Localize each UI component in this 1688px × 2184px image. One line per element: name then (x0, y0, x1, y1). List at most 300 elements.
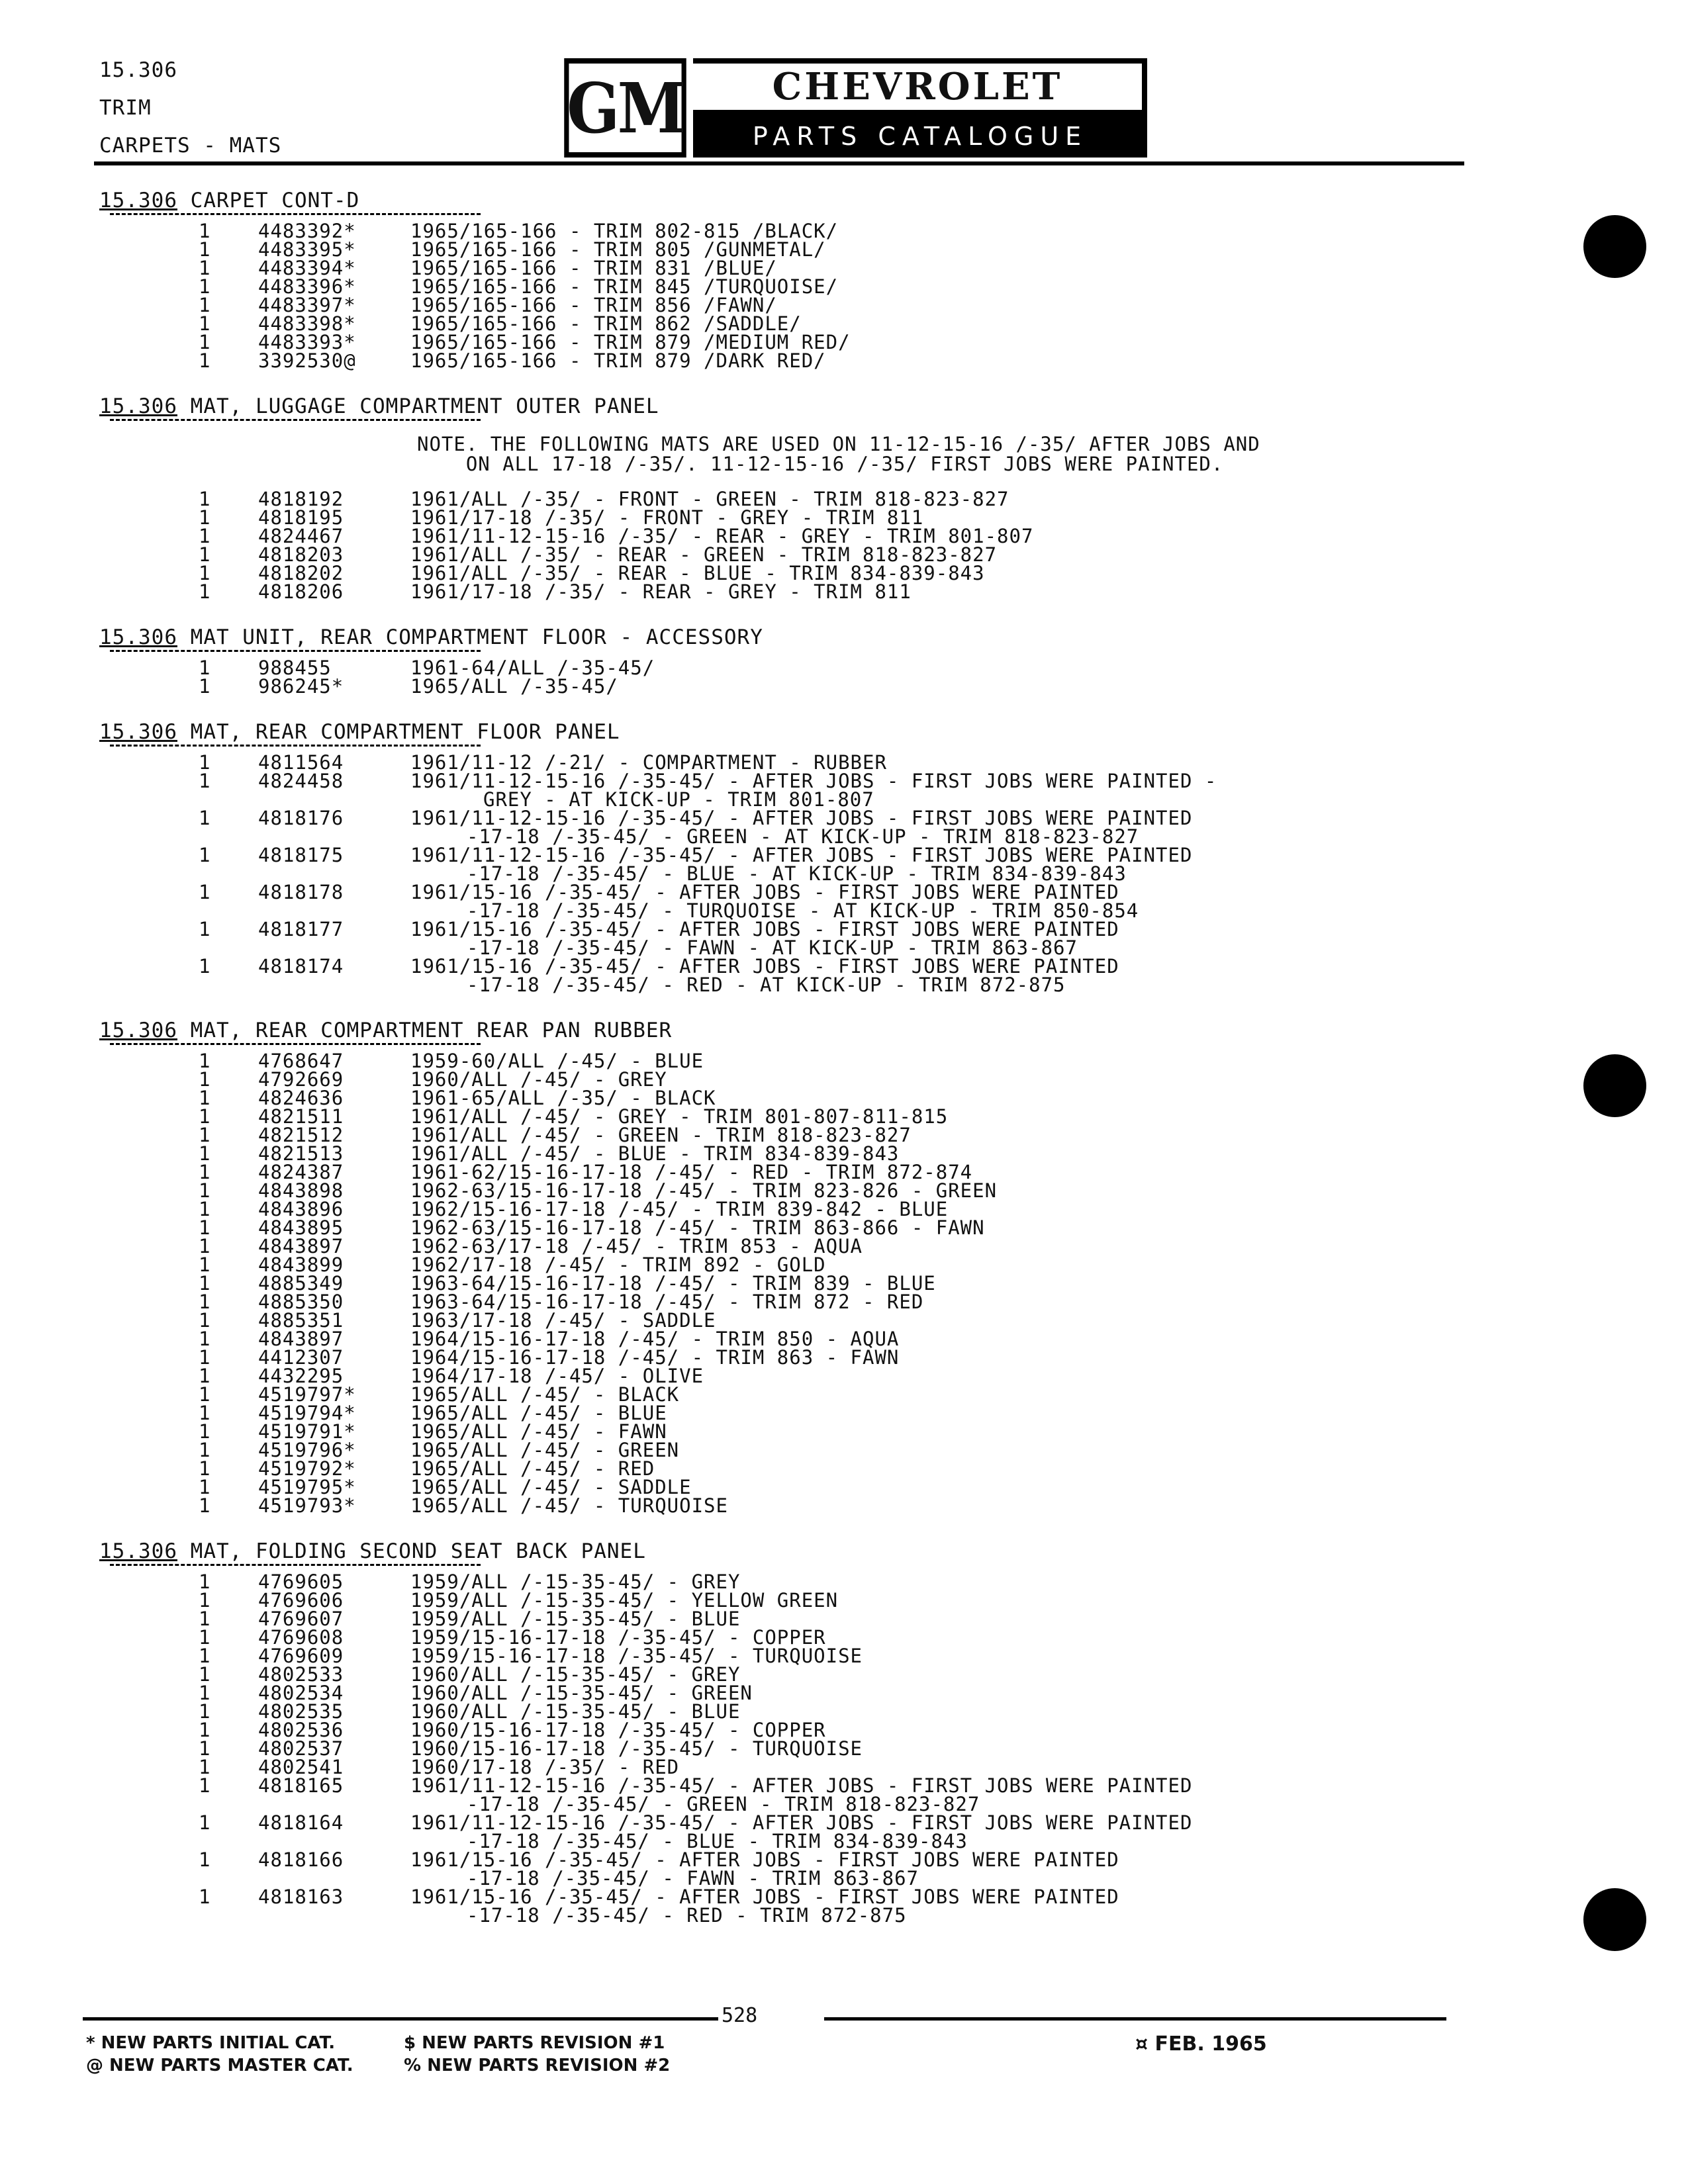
section-title (93, 185, 1483, 216)
part-number: 4818202 (258, 562, 344, 584)
part-row (93, 1200, 1483, 1218)
part-row (93, 1126, 1483, 1144)
part-quantity: 1 (199, 1198, 211, 1220)
part-quantity: 1 (199, 1328, 211, 1350)
part-number: 4821511 (258, 1105, 344, 1128)
part-quantity: 1 (199, 1420, 211, 1443)
part-number: 988455 (258, 657, 332, 679)
section-number: 15.306 (99, 720, 177, 744)
section-number: 15.306 (99, 58, 177, 82)
section-number: 15.306 (99, 394, 177, 418)
section-gap (93, 1515, 1483, 1529)
part-number: 4412307 (258, 1346, 344, 1369)
part-row (93, 1647, 1483, 1665)
part-row (93, 259, 1483, 277)
part-row (93, 1052, 1483, 1070)
part-number (258, 976, 410, 994)
part-number: 4843897 (258, 1235, 344, 1257)
part-description: -17-18 /-35-45/ - RED - TRIM 872-875 (467, 1904, 907, 1927)
part-number: 3392530@ (258, 349, 356, 372)
part-number: 4821512 (258, 1124, 344, 1146)
part-number: 4802537 (258, 1737, 344, 1760)
part-quantity: 1 (199, 1719, 211, 1741)
footer-legend-left (86, 2032, 353, 2077)
part-number: 4802536 (258, 1719, 344, 1741)
part-number: 4824387 (258, 1161, 344, 1183)
part-description: 1959/15-16-17-18 /-35-45/ - COPPER (410, 1626, 826, 1649)
part-quantity: 1 (199, 1105, 211, 1128)
part-description: 1965/165-166 - TRIM 879 /MEDIUM RED/ (410, 331, 851, 353)
part-number: 4843898 (258, 1179, 344, 1202)
part-number: 4769607 (258, 1608, 344, 1630)
part-number: 4432295 (258, 1365, 344, 1387)
part-number: 4519792* (258, 1457, 356, 1480)
part-quantity: 1 (199, 1439, 211, 1461)
part-row-continuation (93, 864, 1483, 883)
part-number: 4818206 (258, 580, 344, 603)
part-number: 4818163 (258, 1886, 344, 1908)
part-quantity: 1 (199, 1383, 211, 1406)
part-quantity: 1 (199, 955, 211, 978)
part-quantity: 1 (199, 220, 211, 242)
part-description: 1960/ALL /-15-35-45/ - GREEN (410, 1682, 753, 1704)
part-number: 4811564 (258, 751, 344, 774)
part-row (93, 1311, 1483, 1330)
section-heading: MAT, REAR COMPARTMENT FLOOR PANEL (190, 720, 620, 744)
part-number (258, 1832, 410, 1850)
part-row (93, 1888, 1483, 1906)
part-number: 4843896 (258, 1198, 344, 1220)
page-number: 528 (722, 2004, 758, 2027)
part-number: 4519797* (258, 1383, 356, 1406)
part-row (93, 1348, 1483, 1367)
part-row (93, 1776, 1483, 1795)
part-quantity: 1 (199, 1774, 211, 1797)
part-row-continuation (93, 1795, 1483, 1813)
part-number: 4519796* (258, 1439, 356, 1461)
part-quantity: 1 (199, 1216, 211, 1239)
part-number: 4818174 (258, 955, 344, 978)
part-quantity: 1 (199, 1663, 211, 1686)
part-description: 1959-60/ALL /-45/ - BLUE (410, 1050, 704, 1072)
part-number: 4519793* (258, 1494, 356, 1517)
part-quantity: 1 (199, 1886, 211, 1908)
part-description: 1962-63/15-16-17-18 /-45/ - TRIM 863-866 - FAWN (410, 1216, 985, 1239)
part-description: 1961/11-12-15-16 /-35-45/ - AFTER JOBS - FIRST JOBS WERE PAINTED (410, 807, 1193, 829)
section-number: 15.306 (99, 189, 177, 212)
part-description: 1960/15-16-17-18 /-35-45/ - COPPER (410, 1719, 826, 1741)
part-row (93, 883, 1483, 901)
part-quantity (93, 1832, 258, 1850)
part-description: 1959/15-16-17-18 /-35-45/ - TURQUOISE (410, 1645, 863, 1667)
part-row (93, 920, 1483, 938)
section-heading: CARPET CONT-D (190, 189, 360, 212)
part-number (258, 901, 410, 920)
part-number: 4818164 (258, 1811, 344, 1834)
part-number: 4824636 (258, 1087, 344, 1109)
part-row (93, 1813, 1483, 1832)
part-row (93, 545, 1483, 564)
part-description: 1961/ALL /-45/ - BLUE - TRIM 834-839-843 (410, 1142, 900, 1165)
part-row (93, 1850, 1483, 1869)
part-description: -17-18 /-35-45/ - BLUE - AT KICK-UP - TRIM 834-839-843 (467, 862, 1127, 885)
part-quantity: 1 (199, 331, 211, 353)
part-number (258, 1906, 410, 1925)
part-number: 4802533 (258, 1663, 344, 1686)
section-title (93, 1015, 1483, 1046)
part-row (93, 1572, 1483, 1591)
punch-hole-icon (1583, 1888, 1646, 1951)
brand-name: CHEVROLET (693, 58, 1147, 115)
section-gap (93, 370, 1483, 385)
part-number: 4818177 (258, 918, 344, 940)
gm-chevrolet-logo (557, 58, 1147, 158)
part-quantity (93, 976, 258, 994)
part-quantity: 1 (199, 1737, 211, 1760)
part-quantity: 1 (199, 1700, 211, 1723)
part-number: 4483396* (258, 275, 356, 298)
part-row (93, 1070, 1483, 1089)
part-quantity (93, 827, 258, 846)
part-quantity: 1 (199, 488, 211, 510)
punch-hole-icon (1583, 215, 1646, 278)
part-description: 1961/11-12-15-16 /-35-45/ - AFTER JOBS - FIRST JOBS WERE PAINTED (410, 1774, 1193, 1797)
part-quantity: 1 (199, 1626, 211, 1649)
part-description: 1965/ALL /-35-45/ (410, 675, 618, 698)
part-quantity: 1 (199, 1087, 211, 1109)
part-quantity (93, 938, 258, 957)
part-description: 1960/ALL /-45/ - GREY (410, 1068, 667, 1091)
part-description: 1961/15-16 /-35-45/ - AFTER JOBS - FIRST JOBS WERE PAINTED (410, 1848, 1119, 1871)
part-number: 4483393* (258, 331, 356, 353)
part-row (93, 1107, 1483, 1126)
part-number (258, 1869, 410, 1888)
part-description: -17-18 /-35-45/ - FAWN - AT KICK-UP - TRIM 863-867 (467, 936, 1078, 959)
part-quantity: 1 (199, 918, 211, 940)
part-description: -17-18 /-35-45/ - RED - AT KICK-UP - TRIM 872-875 (467, 974, 1066, 996)
part-description: 1962-63/15-16-17-18 /-45/ - TRIM 823-826 - GREEN (410, 1179, 998, 1202)
part-quantity: 1 (199, 1494, 211, 1517)
part-row-continuation (93, 938, 1483, 957)
part-quantity (93, 901, 258, 920)
part-number: 4769608 (258, 1626, 344, 1649)
part-row (93, 659, 1483, 677)
part-row (93, 1496, 1483, 1515)
part-number: 4818175 (258, 844, 344, 866)
part-row (93, 1459, 1483, 1478)
part-description: 1961/17-18 /-35/ - REAR - GREY - TRIM 811 (410, 580, 912, 603)
part-description: 1961/ALL /-45/ - GREEN - TRIM 818-823-827 (410, 1124, 912, 1146)
part-quantity: 1 (199, 1811, 211, 1834)
part-description: 1961/15-16 /-35-45/ - AFTER JOBS - FIRST JOBS WERE PAINTED (410, 881, 1119, 903)
part-description: 1965/ALL /-45/ - TURQUOISE (410, 1494, 728, 1517)
part-row-continuation (93, 827, 1483, 846)
part-description: 1961-64/ALL /-35-45/ (410, 657, 655, 679)
part-quantity: 1 (199, 1682, 211, 1704)
part-number: 4885351 (258, 1309, 344, 1332)
section-note (93, 434, 1483, 474)
part-number: 4769606 (258, 1589, 344, 1612)
part-quantity: 1 (199, 844, 211, 866)
part-quantity: 1 (199, 1272, 211, 1295)
part-description: 1965/ALL /-45/ - BLUE (410, 1402, 667, 1424)
part-description: 1963-64/15-16-17-18 /-45/ - TRIM 839 - BLUE (410, 1272, 936, 1295)
part-row-continuation (93, 790, 1483, 809)
part-quantity: 1 (199, 1179, 211, 1202)
part-description: 1959/ALL /-15-35-45/ - BLUE (410, 1608, 741, 1630)
part-number: 4802541 (258, 1756, 344, 1778)
part-description: 1960/ALL /-15-35-45/ - GREY (410, 1663, 741, 1686)
part-row (93, 1181, 1483, 1200)
part-quantity (93, 1869, 258, 1888)
part-number: 4885350 (258, 1291, 344, 1313)
part-quantity: 1 (199, 257, 211, 279)
part-row (93, 1255, 1483, 1274)
part-description: 1965/165-166 - TRIM 879 /DARK RED/ (410, 349, 826, 372)
part-description: 1965/ALL /-45/ - SADDLE (410, 1476, 692, 1498)
part-description: 1962-63/17-18 /-45/ - TRIM 853 - AQUA (410, 1235, 863, 1257)
punch-hole-icon (1583, 1054, 1646, 1117)
section-heading: MAT UNIT, REAR COMPARTMENT FLOOR - ACCESSORY (190, 625, 763, 649)
part-number: 4769609 (258, 1645, 344, 1667)
part-quantity: 1 (199, 1645, 211, 1667)
part-description: 1961/11-12-15-16 /-35-45/ - AFTER JOBS - FIRST JOBS WERE PAINTED (410, 1811, 1193, 1834)
part-quantity: 1 (199, 1570, 211, 1593)
section-heading: MAT, REAR COMPARTMENT REAR PAN RUBBER (190, 1019, 673, 1042)
section-title (93, 391, 1483, 422)
part-number: 4821513 (258, 1142, 344, 1165)
part-row-continuation (93, 901, 1483, 920)
part-number: 4802535 (258, 1700, 344, 1723)
part-quantity: 1 (199, 1365, 211, 1387)
part-quantity: 1 (199, 238, 211, 261)
part-description: 1961/15-16 /-35-45/ - AFTER JOBS - FIRST JOBS WERE PAINTED (410, 1886, 1119, 1908)
part-number: 4802534 (258, 1682, 344, 1704)
part-description: 1961/11-12-15-16 /-35/ - REAR - GREY - TRIM 801-807 (410, 525, 1034, 547)
part-number: 4483392* (258, 220, 356, 242)
catalogue-label: PARTS CATALOGUE (693, 115, 1147, 158)
part-number: 4769605 (258, 1570, 344, 1593)
part-row-continuation (93, 1906, 1483, 1925)
part-number: 4792669 (258, 1068, 344, 1091)
section-number: 15.306 (99, 1539, 177, 1563)
part-row (93, 527, 1483, 545)
part-row (93, 957, 1483, 976)
part-number (258, 1795, 410, 1813)
part-quantity: 1 (199, 525, 211, 547)
part-description: -17-18 /-35-45/ - GREEN - TRIM 818-823-827 (467, 1793, 980, 1815)
part-description: -17-18 /-35-45/ - GREEN - AT KICK-UP - TRIM 818-823-827 (467, 825, 1139, 848)
section-number: 15.306 (99, 1019, 177, 1042)
part-row (93, 1089, 1483, 1107)
part-number: 4843895 (258, 1216, 344, 1239)
part-row (93, 240, 1483, 259)
section-gap (93, 1925, 1483, 1939)
part-row (93, 1404, 1483, 1422)
part-number: 4768647 (258, 1050, 344, 1072)
part-quantity: 1 (199, 1161, 211, 1183)
part-description: 1959/ALL /-15-35-45/ - YELLOW GREEN (410, 1589, 839, 1612)
part-number: 4843899 (258, 1253, 344, 1276)
part-quantity: 1 (199, 1457, 211, 1480)
part-row (93, 1758, 1483, 1776)
part-description: 1961/15-16 /-35-45/ - AFTER JOBS - FIRST JOBS WERE PAINTED (410, 918, 1119, 940)
part-description: 1964/15-16-17-18 /-45/ - TRIM 863 - FAWN (410, 1346, 900, 1369)
part-description: 1962/15-16-17-18 /-45/ - TRIM 839-842 - BLUE (410, 1198, 949, 1220)
part-description: 1961/ALL /-35/ - REAR - GREEN - TRIM 818-823-827 (410, 543, 998, 566)
part-description: 1961/11-12-15-16 /-35-45/ - AFTER JOBS - FIRST JOBS WERE PAINTED (410, 844, 1193, 866)
part-quantity: 1 (199, 1589, 211, 1612)
subgroup-title: CARPETS - MATS (99, 134, 282, 158)
part-number: 4818176 (258, 807, 344, 829)
part-row (93, 564, 1483, 582)
part-description: 1961-65/ALL /-35/ - BLACK (410, 1087, 716, 1109)
footer-legend-right (404, 2032, 670, 2077)
part-number: 4824458 (258, 770, 344, 792)
part-row (93, 1385, 1483, 1404)
part-description: 1961/15-16 /-35-45/ - AFTER JOBS - FIRST JOBS WERE PAINTED (410, 955, 1119, 978)
footer-date: ¤ FEB. 1965 (1135, 2032, 1267, 2056)
part-quantity: 1 (199, 1402, 211, 1424)
part-row (93, 1610, 1483, 1628)
part-quantity: 1 (199, 1142, 211, 1165)
part-row (93, 1478, 1483, 1496)
part-description: 1961/ALL /-35/ - FRONT - GREEN - TRIM 818-823-827 (410, 488, 1009, 510)
part-row-continuation (93, 976, 1483, 994)
part-row (93, 296, 1483, 314)
part-row (93, 1591, 1483, 1610)
part-number: 4818195 (258, 506, 344, 529)
part-row (93, 1702, 1483, 1721)
footer-rule-right (824, 2017, 1446, 2021)
part-quantity: 1 (199, 543, 211, 566)
part-quantity: 1 (199, 1346, 211, 1369)
part-quantity: 1 (199, 770, 211, 792)
part-number (258, 864, 410, 883)
part-description: 1961/ALL /-35/ - REAR - BLUE - TRIM 834-839-843 (410, 562, 985, 584)
part-quantity: 1 (199, 1756, 211, 1778)
part-number: 4519795* (258, 1476, 356, 1498)
section-gap (93, 696, 1483, 710)
part-row (93, 314, 1483, 333)
part-number (258, 938, 410, 957)
part-quantity: 1 (199, 807, 211, 829)
footer-rule-left (83, 2017, 718, 2021)
part-description: -17-18 /-35-45/ - FAWN - TRIM 863-867 (467, 1867, 919, 1889)
note-line: ON ALL 17-18 /-35/. 11-12-15-16 /-35/ FIRST JOBS WERE PAINTED. (417, 453, 1224, 475)
part-quantity: 1 (199, 349, 211, 372)
part-quantity: 1 (199, 275, 211, 298)
part-row (93, 1628, 1483, 1647)
part-number: 4483394* (258, 257, 356, 279)
part-number: 986245* (258, 675, 344, 698)
part-description: 1961/ALL /-45/ - GREY - TRIM 801-807-811-815 (410, 1105, 949, 1128)
part-quantity: 1 (199, 562, 211, 584)
part-number: 4818192 (258, 488, 344, 510)
part-description: 1965/165-166 - TRIM 831 /BLUE/ (410, 257, 777, 279)
part-quantity: 1 (199, 751, 211, 774)
part-number: 4885349 (258, 1272, 344, 1295)
part-number (258, 790, 410, 809)
section-heading: MAT, FOLDING SECOND SEAT BACK PANEL (190, 1539, 646, 1563)
part-row (93, 1367, 1483, 1385)
legend-revision-1: $ NEW PARTS REVISION #1 (404, 2033, 665, 2053)
part-row (93, 1330, 1483, 1348)
part-row (93, 1237, 1483, 1255)
part-quantity: 1 (199, 580, 211, 603)
part-row (93, 1721, 1483, 1739)
part-row (93, 1422, 1483, 1441)
part-row (93, 490, 1483, 508)
part-description: 1963-64/15-16-17-18 /-45/ - TRIM 872 - RED (410, 1291, 924, 1313)
part-row-continuation (93, 1869, 1483, 1888)
part-row (93, 809, 1483, 827)
part-quantity: 1 (199, 1235, 211, 1257)
part-description: 1961/11-12 /-21/ - COMPARTMENT - RUBBER (410, 751, 887, 774)
part-description: 1961-62/15-16-17-18 /-45/ - RED - TRIM 872-874 (410, 1161, 973, 1183)
part-row-continuation (93, 1832, 1483, 1850)
part-description: 1961/17-18 /-35/ - FRONT - GREY - TRIM 811 (410, 506, 924, 529)
part-number: 4483398* (258, 312, 356, 335)
part-quantity (93, 864, 258, 883)
part-number: 4843897 (258, 1328, 344, 1350)
part-number: 4818166 (258, 1848, 344, 1871)
part-description: 1964/17-18 /-45/ - OLIVE (410, 1365, 704, 1387)
part-row (93, 753, 1483, 772)
part-row (93, 582, 1483, 601)
section-gap (93, 601, 1483, 615)
part-row (93, 1665, 1483, 1684)
part-description: 1965/165-166 - TRIM 805 /GUNMETAL/ (410, 238, 826, 261)
part-quantity: 1 (199, 312, 211, 335)
part-description: -17-18 /-35-45/ - TURQUOISE - AT KICK-UP - TRIM 850-854 (467, 899, 1139, 922)
part-description: 1962/17-18 /-45/ - TRIM 892 - GOLD (410, 1253, 826, 1276)
part-description: 1965/ALL /-45/ - BLACK (410, 1383, 680, 1406)
part-quantity: 1 (199, 1253, 211, 1276)
part-quantity: 1 (199, 1068, 211, 1091)
part-number: 4483395* (258, 238, 356, 261)
page-header-left (99, 52, 281, 165)
part-quantity (93, 790, 258, 809)
part-row (93, 1274, 1483, 1293)
part-description: 1961/11-12-15-16 /-35-45/ - AFTER JOBS - FIRST JOBS WERE PAINTED - (410, 770, 1217, 792)
part-description: 1965/165-166 - TRIM 845 /TURQUOISE/ (410, 275, 839, 298)
part-number: 4519791* (258, 1420, 356, 1443)
part-description: 1965/165-166 - TRIM 856 /FAWN/ (410, 294, 777, 316)
part-number: 4818178 (258, 881, 344, 903)
part-quantity: 1 (199, 1476, 211, 1498)
part-description: 1965/ALL /-45/ - RED (410, 1457, 655, 1480)
legend-initial-cat: * NEW PARTS INITIAL CAT. (86, 2033, 336, 2053)
section-heading: MAT, LUGGAGE COMPARTMENT OUTER PANEL (190, 394, 659, 418)
part-description: 1960/ALL /-15-35-45/ - BLUE (410, 1700, 741, 1723)
part-quantity: 1 (199, 1050, 211, 1072)
part-row (93, 1684, 1483, 1702)
part-description: 1965/165-166 - TRIM 802-815 /BLACK/ (410, 220, 839, 242)
part-description: -17-18 /-35-45/ - BLUE - TRIM 834-839-843 (467, 1830, 968, 1852)
part-quantity: 1 (199, 1124, 211, 1146)
section-title (93, 622, 1483, 653)
legend-master-cat: @ NEW PARTS MASTER CAT. (86, 2056, 353, 2075)
section-number: 15.306 (99, 625, 177, 649)
section-gap (93, 994, 1483, 1009)
part-row (93, 1144, 1483, 1163)
part-number: 4483397* (258, 294, 356, 316)
section-title (93, 1536, 1483, 1567)
part-quantity: 1 (199, 1309, 211, 1332)
part-quantity: 1 (199, 1291, 211, 1313)
part-quantity (93, 1906, 258, 1925)
